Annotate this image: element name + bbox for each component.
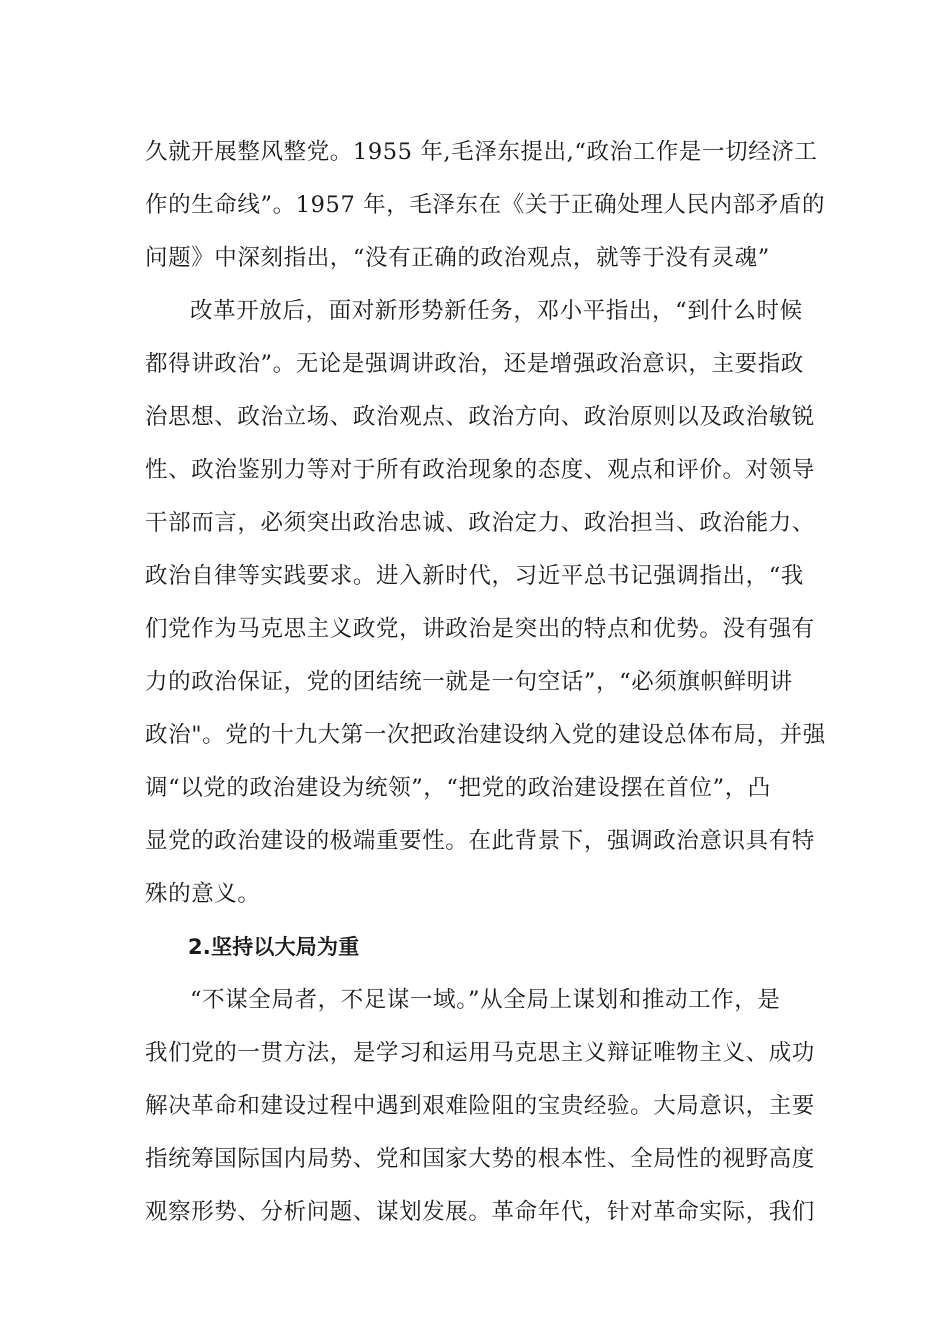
- body-text-line: 性、政治鉴别力等对于所有政治现象的态度、观点和评价。对领导: [145, 457, 815, 483]
- body-text-line: 久就开展整风整党。1955 年,毛泽东提出,“政治工作是一切经济工: [145, 139, 818, 165]
- body-text-line: 我们党的一贯方法，是学习和运用马克思主义辩证唯物主义、成功: [145, 1040, 815, 1066]
- body-text-line: 干部而言，必须突出政治忠诚、政治定力、政治担当、政治能力、: [145, 510, 815, 536]
- body-text-line: 问题》中深刻指出，“没有正确的政治观点，就等于没有灵魂”: [145, 245, 770, 271]
- body-text-line: 显党的政治建设的极端重要性。在此背景下，强调政治意识具有特: [145, 828, 815, 854]
- section-heading: 2.坚持以大局为重: [188, 935, 360, 959]
- body-text-line: 们党作为马克思主义政党，讲政治是突出的特点和优势。没有强有: [145, 616, 815, 642]
- body-text-line: 改革开放后，面对新形势新任务，邓小平指出，“到什么时候: [190, 298, 803, 324]
- body-text-line: 力的政治保证，党的团结统一就是一句空话”，“必须旗帜鲜明讲: [145, 669, 793, 695]
- body-text-line: 政治自律等实践要求。进入新时代，习近平总书记强调指出，“我: [145, 563, 804, 589]
- body-text-line: 调“以党的政治建设为统领”，“把党的政治建设摆在首位”，凸: [145, 775, 771, 801]
- body-text-line: 都得讲政治”。无论是强调讲政治，还是增强政治意识，主要指政: [145, 351, 804, 377]
- body-text-line: 解决革命和建设过程中遇到艰难险阻的宝贵经验。大局意识，主要: [145, 1093, 815, 1119]
- body-text-line: “不谋全局者，不足谋一域。”从全局上谋划和推动工作，是: [190, 987, 781, 1013]
- body-text-line: 殊的意义。: [145, 881, 261, 907]
- body-text-line: 观察形势、分析问题、谋划发展。革命年代，针对革命实际，我们: [145, 1199, 815, 1225]
- body-text-line: 作的生命线”。1957 年，毛泽东在《关于正确处理人民内部矛盾的: [145, 192, 826, 218]
- body-text-line: 政治"。党的十九大第一次把政治建设纳入党的建设总体布局，并强: [145, 722, 826, 748]
- body-text-line: 治思想、政治立场、政治观点、政治方向、政治原则以及政治敏锐: [145, 404, 815, 430]
- body-text-line: 指统筹国际国内局势、党和国家大势的根本性、全局性的视野高度: [145, 1146, 815, 1172]
